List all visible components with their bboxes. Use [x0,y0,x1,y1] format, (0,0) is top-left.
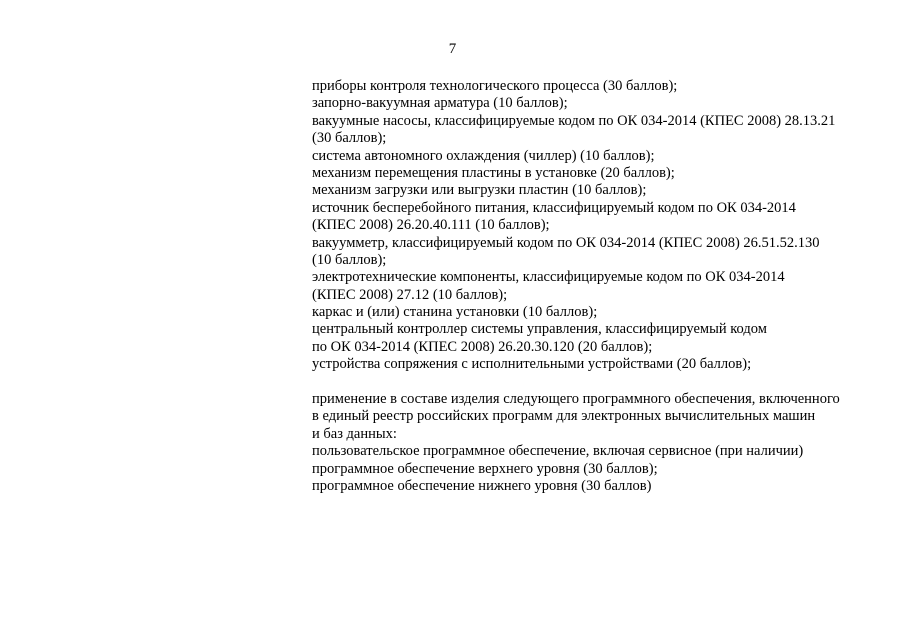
text-line: источник бесперебойного питания, классифицируемый кодом по ОК 034-2014 [312,199,796,216]
text-line: пользовательское программное обеспечение, включая сервисное (при наличии) [312,443,804,460]
paragraph-gap [312,374,892,391]
text-line: применение в составе изделия следующего программного обеспечения, включенного [312,391,840,408]
text-line: (10 баллов); [312,251,387,268]
text-line: система автономного охлаждения (чиллер) (10 баллов); [312,147,655,164]
text-line: механизм перемещения пластины в установке (20 баллов); [312,164,675,181]
text-line: (30 баллов); [312,130,387,147]
text-line: центральный контроллер системы управления, классифицируемый кодом [312,321,767,338]
text-line: приборы контроля технологического процесса (30 баллов); [312,78,678,94]
text-line: (КПЕС 2008) 27.12 (10 баллов); [312,286,508,303]
software-list [312,391,892,495]
text-line: (КПЕС 2008) 26.20.40.111 (10 баллов); [312,217,550,234]
text-line: электротехнические компоненты, классифицируемые кодом по ОК 034-2014 [312,269,785,286]
text-line: и баз данных: [312,425,397,442]
components-list [312,78,892,374]
text-line: устройства сопряжения с исполнительными устройствами (20 баллов); [312,356,752,373]
text-line: запорно-вакуумная арматура (10 баллов); [312,95,568,112]
text-line: программное обеспечение нижнего уровня (30 баллов) [312,477,652,494]
text-line: каркас и (или) станина установки (10 баллов); [312,304,598,321]
text-line: в единый реестр российских программ для электронных вычислительных машин [312,408,816,425]
text-line: вакуумметр, классифицируемый кодом по ОК 034-2014 (КПЕС 2008) 26.51.52.130 [312,234,820,251]
text-line: механизм загрузки или выгрузки пластин (10 баллов); [312,182,647,199]
page-number: 7 [448,41,457,57]
text-line: программное обеспечение верхнего уровня (30 баллов); [312,460,658,477]
text-line: вакуумные насосы, классифицируемые кодом по ОК 034-2014 (КПЕС 2008) 28.13.21 [312,112,836,129]
text-line: по ОК 034-2014 (КПЕС 2008) 26.20.30.120 (20 баллов); [312,338,653,355]
document-body [312,78,892,495]
